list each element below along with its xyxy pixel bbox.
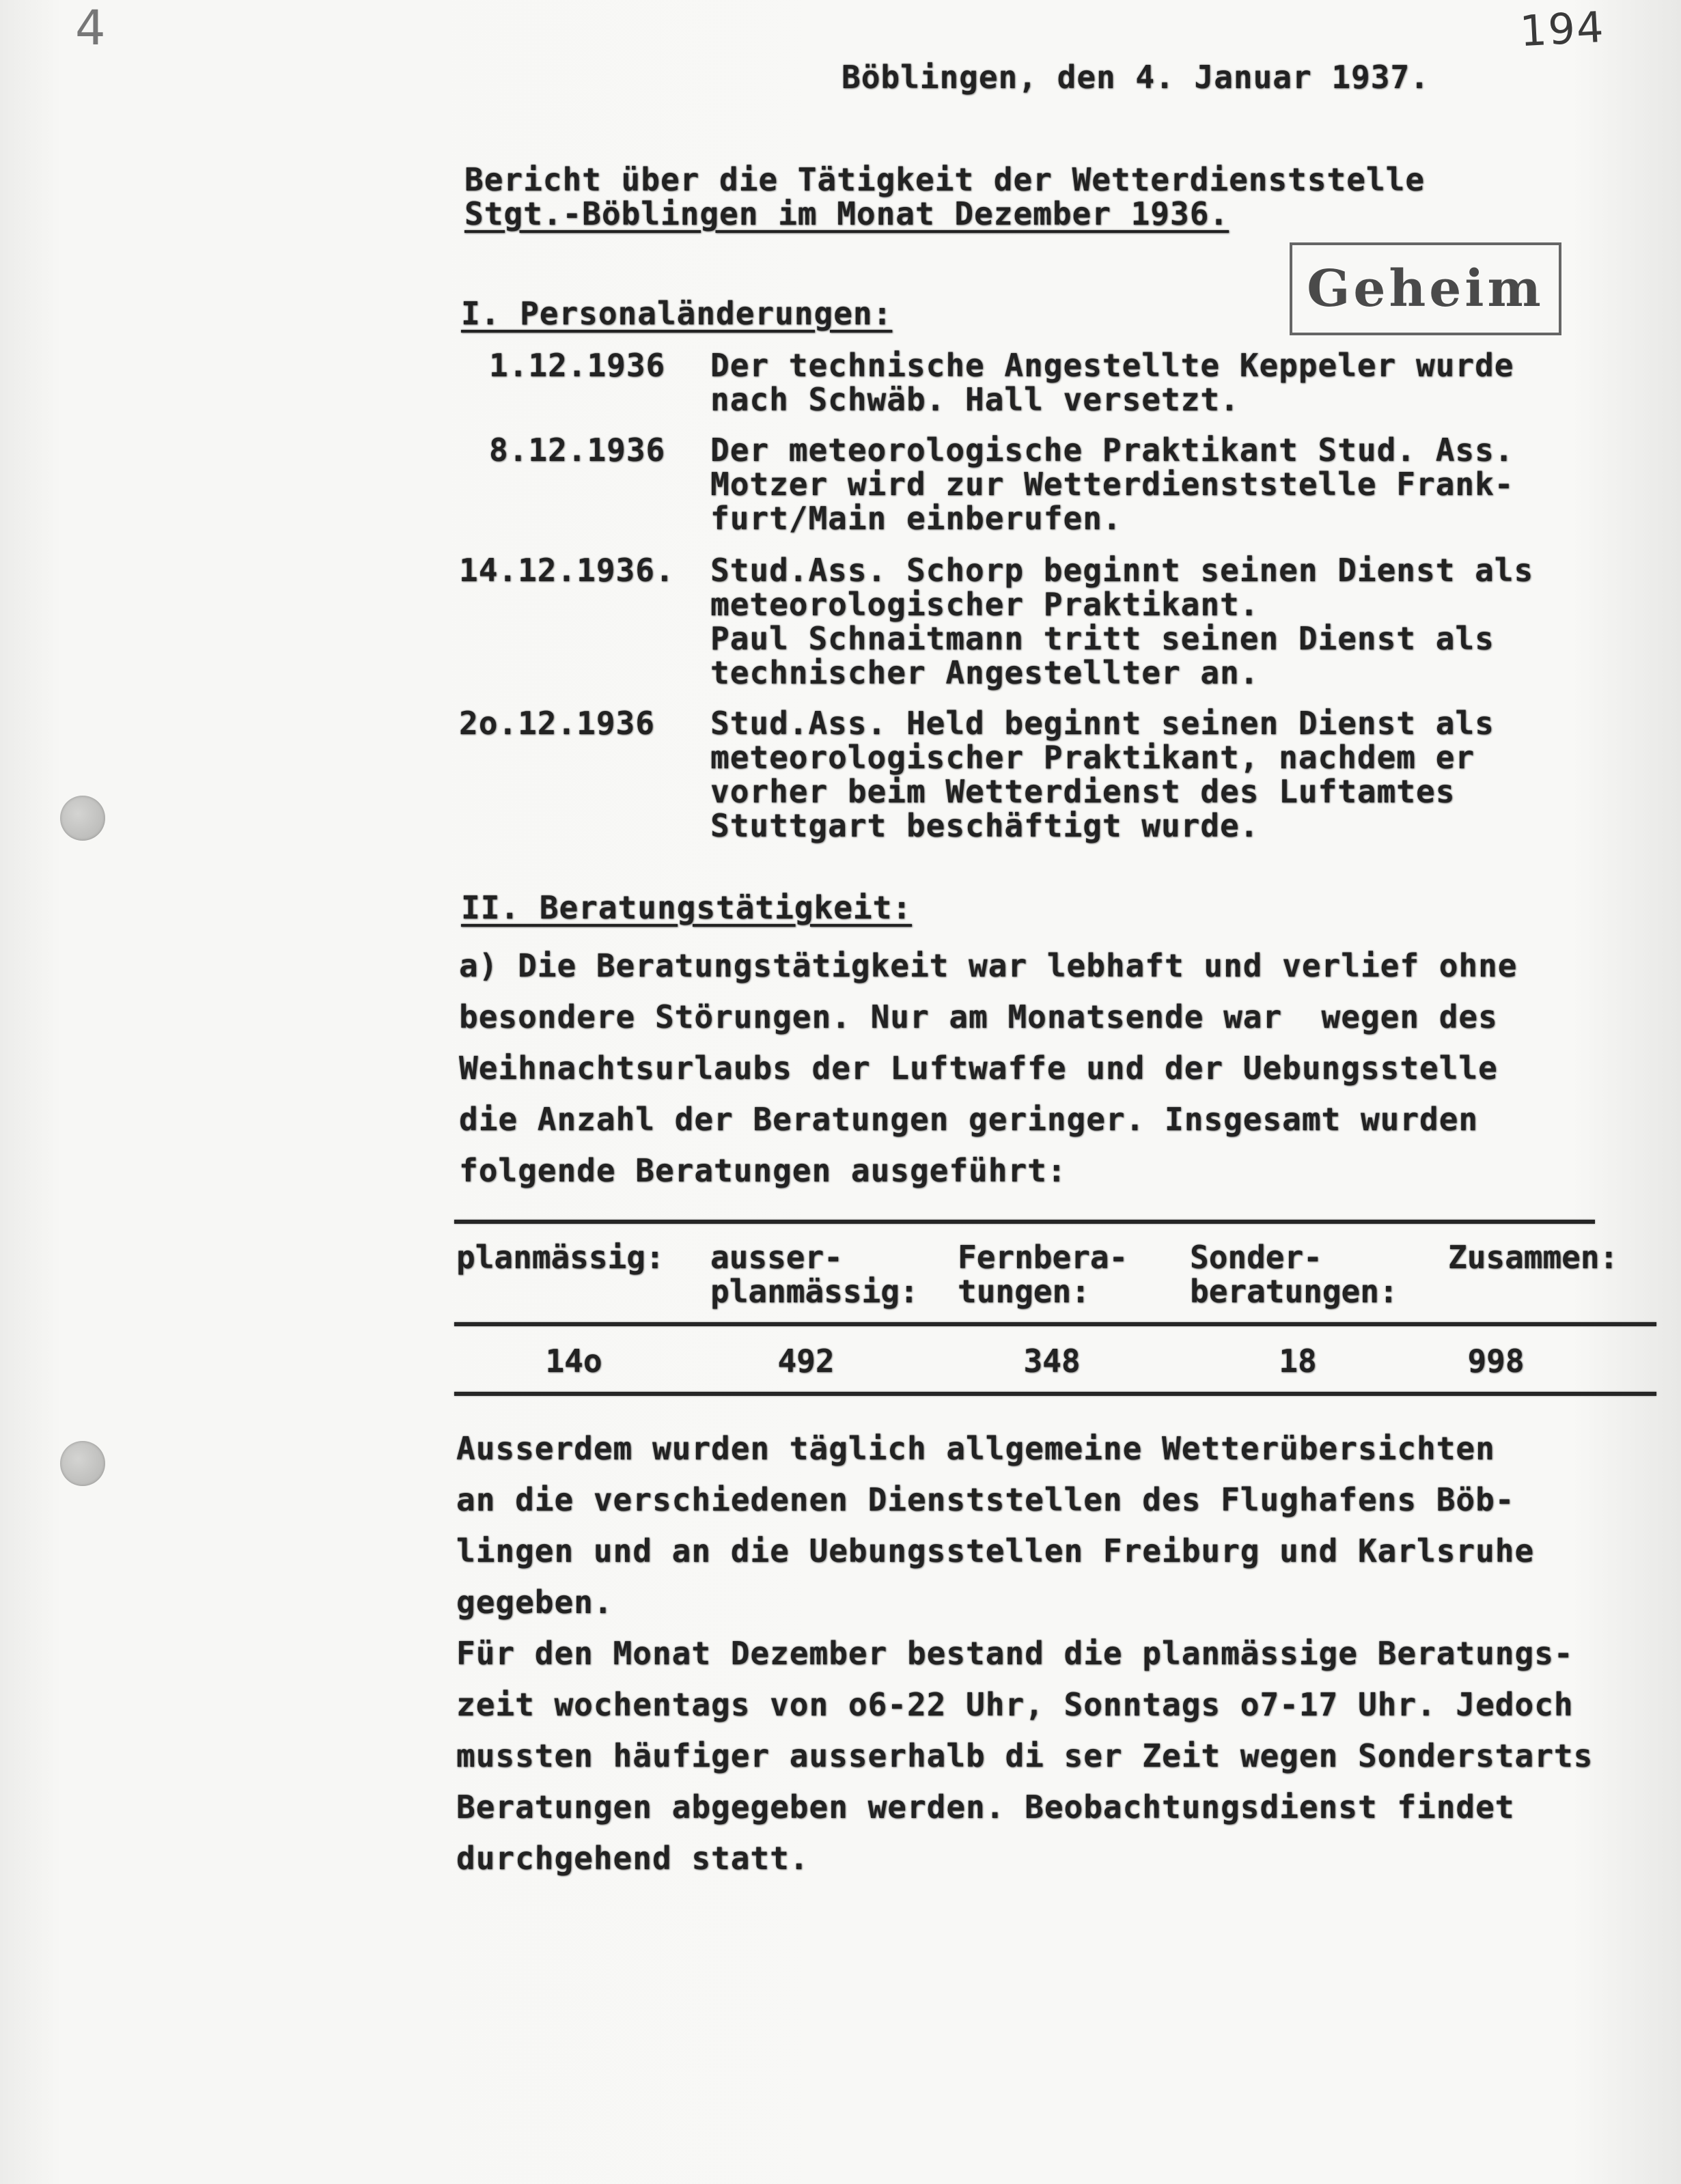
entry-2-date: 8.12.1936 <box>489 432 666 468</box>
table-rule-middle <box>454 1322 1656 1326</box>
table-header-ausserplanmaessig-1: ausser- <box>710 1239 843 1276</box>
entry-4-line-1: Stud.Ass. Held beginnt seinen Dienst als <box>710 705 1495 742</box>
table-header-ausserplanmaessig-2: planmässig: <box>710 1273 919 1310</box>
table-header-zusammen: Zusammen: <box>1448 1239 1619 1276</box>
corner-mark: 4 <box>75 0 106 56</box>
para-b-line-2: an die verschiedenen Dienststellen des Flughafens Böb- <box>456 1481 1515 1518</box>
table-header-fernberatungen-2: tungen: <box>958 1273 1090 1310</box>
entry-1-line-1: Der technische Angestellte Keppeler wurde <box>710 347 1514 384</box>
para-a-line-2: besondere Störungen. Nur am Monatsende war wegen des <box>459 998 1498 1035</box>
entry-4-line-4: Stuttgart beschäftigt wurde. <box>710 807 1260 844</box>
para-b-line-5: Für den Monat Dezember bestand die planmässige Beratungs- <box>456 1635 1574 1672</box>
table-value-fernberatungen: 348 <box>1023 1343 1081 1380</box>
entry-3-line-3: Paul Schnaitmann tritt seinen Dienst als <box>710 620 1495 657</box>
entry-3-line-1: Stud.Ass. Schorp beginnt seinen Dienst als <box>710 552 1534 589</box>
entry-4-line-2: meteorologischer Praktikant, nachdem er <box>710 739 1475 776</box>
para-b-line-8: Beratungen abgegeben werden. Beobachtungsdienst findet <box>456 1789 1515 1825</box>
table-header-planmaessig: planmässig: <box>456 1239 665 1276</box>
para-a-line-4: die Anzahl der Beratungen geringer. Insgesamt wurden <box>459 1101 1479 1138</box>
page-number: 194 <box>1518 1 1607 57</box>
stamp-text: Geheim <box>1307 260 1544 318</box>
entry-2-line-2: Motzer wird zur Wetterdienststelle Frank- <box>710 466 1514 503</box>
para-b-line-4: gegeben. <box>456 1584 613 1621</box>
secret-stamp <box>1290 242 1561 335</box>
table-value-zusammen: 998 <box>1467 1343 1525 1380</box>
table-header-fernberatungen-1: Fernbera- <box>958 1239 1128 1276</box>
section-2-heading: II. Beratungstätigkeit: <box>461 889 912 926</box>
table-value-planmaessig: 14o <box>545 1343 602 1380</box>
entry-4-line-3: vorher beim Wetterdienst des Luftamtes <box>710 773 1456 810</box>
date-line: Böblingen, den 4. Januar 1937. <box>842 59 1430 96</box>
para-a-line-5: folgende Beratungen ausgeführt: <box>459 1152 1067 1189</box>
report-title-line-1: Bericht über die Tätigkeit der Wetterdienststelle <box>464 161 1426 198</box>
punch-hole-top <box>60 796 105 841</box>
entry-3-line-2: meteorologischer Praktikant. <box>710 586 1260 623</box>
table-rule-top <box>454 1220 1595 1224</box>
entry-1-line-2: nach Schwäb. Hall versetzt. <box>710 381 1240 418</box>
table-header-sonderberatungen-1: Sonder- <box>1190 1239 1322 1276</box>
section-1-heading: I. Personaländerungen: <box>461 295 893 332</box>
entry-3-line-4: technischer Angestellter an. <box>710 654 1260 691</box>
para-b-line-1: Ausserdem wurden täglich allgemeine Wetterübersichten <box>456 1430 1495 1467</box>
table-value-sonderberatungen: 18 <box>1279 1343 1317 1380</box>
para-b-line-3: lingen und an die Uebungsstellen Freiburg und Karlsruhe <box>456 1532 1535 1569</box>
para-a-line-1: a) Die Beratungstätigkeit war lebhaft und verlief ohne <box>459 947 1518 984</box>
table-header-sonderberatungen-2: beratungen: <box>1190 1273 1398 1310</box>
entry-4-date: 2o.12.1936 <box>459 705 655 742</box>
entry-3-date: 14.12.1936. <box>459 552 675 589</box>
para-b-line-9: durchgehend statt. <box>456 1840 809 1877</box>
report-title-line-2: Stgt.-Böblingen im Monat Dezember 1936. <box>464 195 1230 232</box>
table-value-ausserplanmaessig: 492 <box>777 1343 835 1380</box>
entry-2-line-1: Der meteorologische Praktikant Stud. Ass. <box>710 432 1514 468</box>
para-b-line-7: mussten häufiger ausserhalb di ser Zeit wegen Sonderstarts <box>456 1737 1594 1774</box>
para-b-line-6: zeit wochentags von o6-22 Uhr, Sonntags o7-17 Uhr. Jedoch <box>456 1686 1574 1723</box>
punch-hole-bottom <box>60 1441 105 1486</box>
table-rule-bottom <box>454 1392 1656 1396</box>
entry-2-line-3: furt/Main einberufen. <box>710 500 1122 537</box>
entry-1-date: 1.12.1936 <box>489 347 666 384</box>
para-a-line-3: Weihnachtsurlaubs der Luftwaffe und der Uebungsstelle <box>459 1050 1498 1087</box>
